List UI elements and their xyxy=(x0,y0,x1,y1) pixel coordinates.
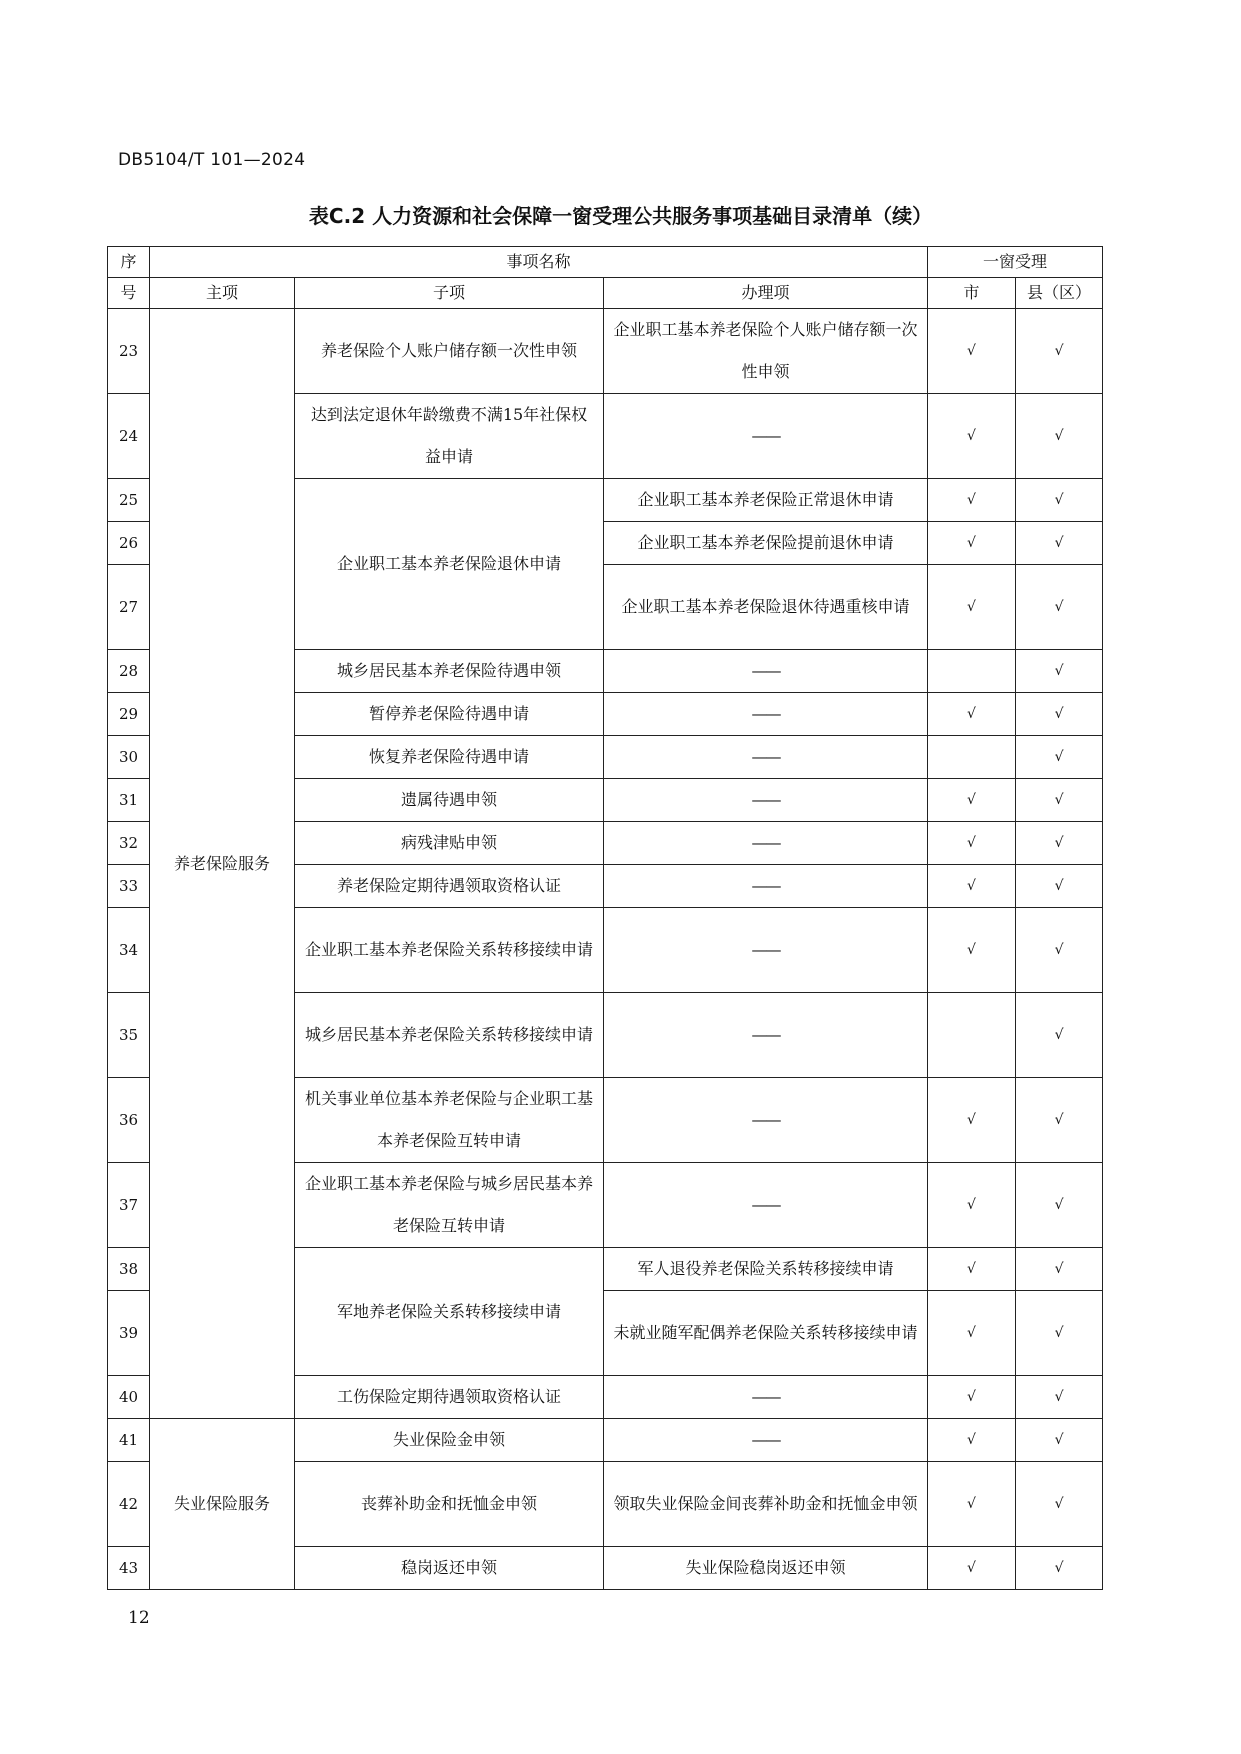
seq-cell: 36 xyxy=(108,1078,150,1163)
header-sub: 子项 xyxy=(295,278,604,309)
city-check-cell: √ xyxy=(928,693,1016,736)
seq-cell: 38 xyxy=(108,1248,150,1291)
county-check-cell: √ xyxy=(1016,908,1103,993)
county-check-cell: √ xyxy=(1016,479,1103,522)
seq-cell: 30 xyxy=(108,736,150,779)
handle-item-cell: —— xyxy=(604,1163,928,1248)
page-number: 12 xyxy=(128,1608,150,1628)
seq-cell: 29 xyxy=(108,693,150,736)
sub-item-cell: 恢复养老保险待遇申请 xyxy=(295,736,604,779)
catalog-table xyxy=(107,246,1103,1590)
city-check-cell: √ xyxy=(928,394,1016,479)
county-check-cell: √ xyxy=(1016,779,1103,822)
handle-item-cell: 企业职工基本养老保险个人账户储存额一次性申领 xyxy=(604,309,928,394)
handle-item-cell: 企业职工基本养老保险正常退休申请 xyxy=(604,479,928,522)
header-city: 市 xyxy=(928,278,1016,309)
sub-item-cell: 失业保险金申领 xyxy=(295,1419,604,1462)
handle-item-cell: —— xyxy=(604,394,928,479)
county-check-cell: √ xyxy=(1016,993,1103,1078)
seq-cell: 26 xyxy=(108,522,150,565)
handle-item-cell: 企业职工基本养老保险提前退休申请 xyxy=(604,522,928,565)
county-check-cell: √ xyxy=(1016,822,1103,865)
main-item-cell: 养老保险服务 xyxy=(150,309,295,1419)
county-check-cell: √ xyxy=(1016,1163,1103,1248)
county-check-cell: √ xyxy=(1016,1547,1103,1590)
sub-item-cell: 企业职工基本养老保险与城乡居民基本养老保险互转申请 xyxy=(295,1163,604,1248)
seq-cell: 40 xyxy=(108,1376,150,1419)
seq-cell: 31 xyxy=(108,779,150,822)
sub-item-cell: 城乡居民基本养老保险关系转移接续申请 xyxy=(295,993,604,1078)
handle-item-cell: 领取失业保险金间丧葬补助金和抚恤金申领 xyxy=(604,1462,928,1547)
seq-cell: 27 xyxy=(108,565,150,650)
handle-item-cell: —— xyxy=(604,779,928,822)
handle-item-cell: —— xyxy=(604,1376,928,1419)
county-check-cell: √ xyxy=(1016,522,1103,565)
city-check-cell: √ xyxy=(928,1078,1016,1163)
header-item-name: 事项名称 xyxy=(150,247,928,278)
header-main: 主项 xyxy=(150,278,295,309)
city-check-cell: √ xyxy=(928,1547,1016,1590)
county-check-cell: √ xyxy=(1016,1248,1103,1291)
city-check-cell: √ xyxy=(928,822,1016,865)
handle-item-cell: —— xyxy=(604,865,928,908)
header-row-2 xyxy=(108,278,1103,309)
seq-cell: 24 xyxy=(108,394,150,479)
document-code: DB5104/T 101—2024 xyxy=(118,150,306,170)
sub-item-cell: 企业职工基本养老保险关系转移接续申请 xyxy=(295,908,604,993)
sub-item-cell: 军地养老保险关系转移接续申请 xyxy=(295,1248,604,1376)
seq-cell: 25 xyxy=(108,479,150,522)
main-item-cell: 失业保险服务 xyxy=(150,1419,295,1590)
sub-item-cell: 城乡居民基本养老保险待遇申领 xyxy=(295,650,604,693)
sub-item-cell: 机关事业单位基本养老保险与企业职工基本养老保险互转申请 xyxy=(295,1078,604,1163)
header-seq-bottom: 号 xyxy=(108,278,150,309)
city-check-cell: √ xyxy=(928,1248,1016,1291)
seq-cell: 35 xyxy=(108,993,150,1078)
handle-item-cell: 失业保险稳岗返还申领 xyxy=(604,1547,928,1590)
seq-cell: 41 xyxy=(108,1419,150,1462)
seq-cell: 34 xyxy=(108,908,150,993)
seq-cell: 28 xyxy=(108,650,150,693)
sub-item-cell: 丧葬补助金和抚恤金申领 xyxy=(295,1462,604,1547)
sub-item-cell: 工伤保险定期待遇领取资格认证 xyxy=(295,1376,604,1419)
handle-item-cell: —— xyxy=(604,650,928,693)
city-check-cell xyxy=(928,736,1016,779)
city-check-cell xyxy=(928,650,1016,693)
seq-cell: 42 xyxy=(108,1462,150,1547)
sub-item-cell: 养老保险个人账户储存额一次性申领 xyxy=(295,309,604,394)
city-check-cell: √ xyxy=(928,1163,1016,1248)
handle-item-cell: —— xyxy=(604,908,928,993)
table-row xyxy=(108,309,1103,394)
handle-item-cell: —— xyxy=(604,736,928,779)
county-check-cell: √ xyxy=(1016,1291,1103,1376)
handle-item-cell: —— xyxy=(604,693,928,736)
handle-item-cell: 企业职工基本养老保险退休待遇重核申请 xyxy=(604,565,928,650)
city-check-cell: √ xyxy=(928,908,1016,993)
table-title: 表C.2 人力资源和社会保障一窗受理公共服务事项基础目录清单（续） xyxy=(308,204,933,228)
sub-item-cell: 病残津贴申领 xyxy=(295,822,604,865)
county-check-cell: √ xyxy=(1016,736,1103,779)
county-check-cell: √ xyxy=(1016,394,1103,479)
county-check-cell: √ xyxy=(1016,693,1103,736)
sub-item-cell: 暂停养老保险待遇申请 xyxy=(295,693,604,736)
city-check-cell: √ xyxy=(928,1419,1016,1462)
handle-item-cell: —— xyxy=(604,993,928,1078)
seq-cell: 37 xyxy=(108,1163,150,1248)
sub-item-cell: 遗属待遇申领 xyxy=(295,779,604,822)
county-check-cell: √ xyxy=(1016,650,1103,693)
seq-cell: 33 xyxy=(108,865,150,908)
county-check-cell: √ xyxy=(1016,1078,1103,1163)
handle-item-cell: 未就业随军配偶养老保险关系转移接续申请 xyxy=(604,1291,928,1376)
city-check-cell: √ xyxy=(928,779,1016,822)
city-check-cell: √ xyxy=(928,522,1016,565)
sub-item-cell: 企业职工基本养老保险退休申请 xyxy=(295,479,604,650)
seq-cell: 32 xyxy=(108,822,150,865)
handle-item-cell: —— xyxy=(604,1419,928,1462)
city-check-cell: √ xyxy=(928,1376,1016,1419)
seq-cell: 39 xyxy=(108,1291,150,1376)
seq-cell: 23 xyxy=(108,309,150,394)
city-check-cell xyxy=(928,993,1016,1078)
city-check-cell: √ xyxy=(928,565,1016,650)
header-row-1 xyxy=(108,247,1103,278)
county-check-cell: √ xyxy=(1016,1462,1103,1547)
table-row xyxy=(108,1419,1103,1462)
header-seq-top: 序 xyxy=(108,247,150,278)
sub-item-cell: 达到法定退休年龄缴费不满15年社保权益申请 xyxy=(295,394,604,479)
sub-item-cell: 稳岗返还申领 xyxy=(295,1547,604,1590)
city-check-cell: √ xyxy=(928,865,1016,908)
handle-item-cell: —— xyxy=(604,1078,928,1163)
county-check-cell: √ xyxy=(1016,1376,1103,1419)
handle-item-cell: 军人退役养老保险关系转移接续申请 xyxy=(604,1248,928,1291)
header-county: 县（区） xyxy=(1016,278,1103,309)
seq-cell: 43 xyxy=(108,1547,150,1590)
county-check-cell: √ xyxy=(1016,865,1103,908)
county-check-cell: √ xyxy=(1016,565,1103,650)
city-check-cell: √ xyxy=(928,1291,1016,1376)
sub-item-cell: 养老保险定期待遇领取资格认证 xyxy=(295,865,604,908)
county-check-cell: √ xyxy=(1016,1419,1103,1462)
city-check-cell: √ xyxy=(928,1462,1016,1547)
city-check-cell: √ xyxy=(928,309,1016,394)
header-handle: 办理项 xyxy=(604,278,928,309)
header-one-window: 一窗受理 xyxy=(928,247,1103,278)
county-check-cell: √ xyxy=(1016,309,1103,394)
handle-item-cell: —— xyxy=(604,822,928,865)
city-check-cell: √ xyxy=(928,479,1016,522)
